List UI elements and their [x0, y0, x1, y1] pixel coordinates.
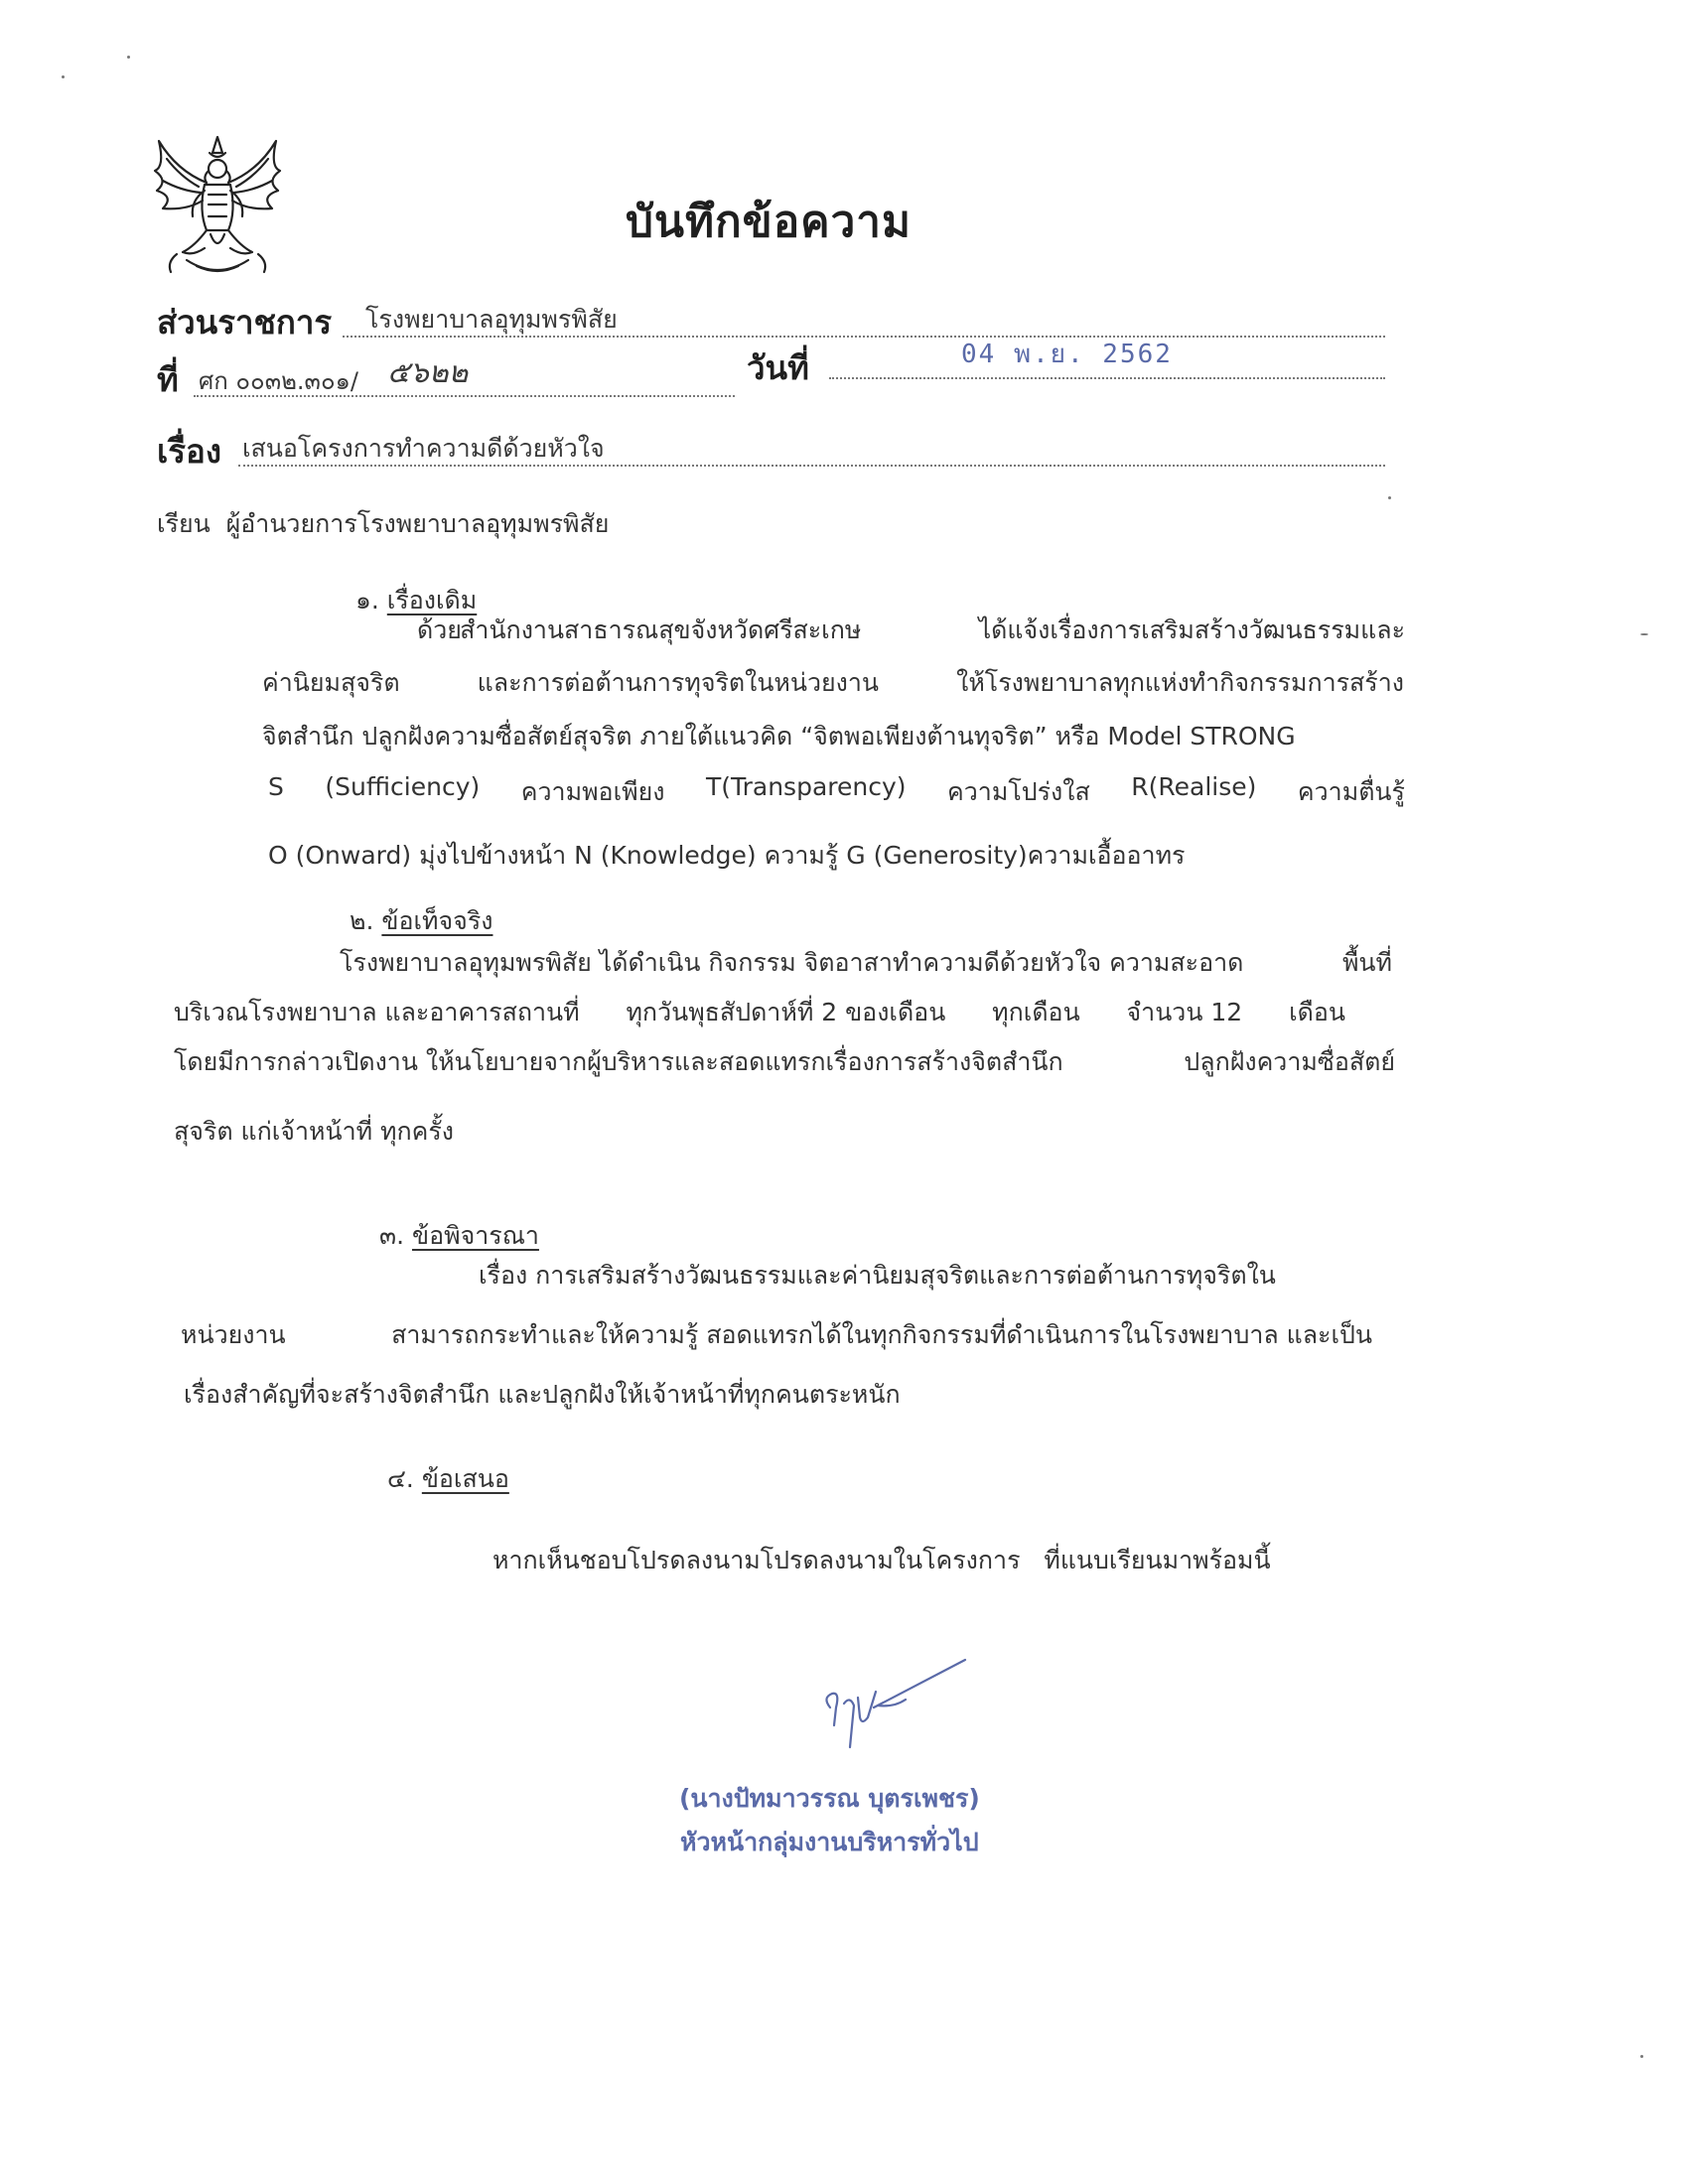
text-segment: ความตื่นรู้ — [1297, 777, 1405, 806]
text-segment: ค่านิยมสุจริต — [262, 668, 400, 697]
text-segment: เรื่อง การเสริมสร้างวัฒนธรรมและค่านิยมสุจริตและการต่อต้านการทุจริตใน — [479, 1261, 1276, 1290]
ref-label: ที่ — [157, 360, 179, 399]
date-label: วันที่ — [747, 348, 809, 387]
text-segment: (Sufficiency) — [325, 772, 481, 801]
salutation — [157, 504, 609, 544]
section-2-line-2 — [174, 993, 1345, 1032]
salutation-label: เรียน — [157, 509, 211, 538]
subject-value: เสนอโครงการทำความดีด้วยหัวใจ — [242, 434, 605, 463]
text-segment: บริเวณโรงพยาบาล และอาคารสถานที่ — [174, 998, 580, 1026]
handwritten-signature — [814, 1648, 973, 1757]
text-segment: เดือน — [1289, 998, 1345, 1026]
scan-speck — [1388, 496, 1391, 499]
text-segment: T(Transparency) — [705, 772, 907, 801]
section-1-line-2 — [262, 663, 1404, 703]
section-1-line-4 — [268, 772, 1405, 812]
agency-value: โรงพยาบาลอุทุมพรพิสัย — [365, 305, 618, 334]
text-segment: ปลูกฝังความซื่อสัตย์ — [1184, 1047, 1395, 1076]
date-stamp: 04 พ.ย. 2562 — [961, 340, 1173, 369]
agency-label: ส่วนราชการ — [157, 303, 333, 341]
text-segment: จิตสำนึก ปลูกฝังความซื่อสัตย์สุจริต ภายใต้แนวคิด “จิตพอเพียงต้านทุจริต” หรือ Model STRONG — [262, 722, 1296, 751]
section-2-line-3 — [174, 1042, 1395, 1082]
signer-name: (นางปัทมาวรรณ บุตรเพชร) — [679, 1784, 980, 1813]
section-2-line-1 — [340, 943, 1392, 983]
agency-dotted-line — [343, 336, 1385, 338]
text-segment: โรงพยาบาลอุทุมพรพิสัย ได้ดำเนิน กิจกรรม จิตอาสาทำความดีด้วยหัวใจ ความสะอาด — [340, 948, 1244, 977]
section-1-line-3 — [262, 717, 1296, 756]
garuda-emblem-icon — [147, 131, 288, 282]
text-segment: ได้แจ้งเรื่องการเสริมสร้างวัฒนธรรมและ — [978, 615, 1405, 644]
text-segment: ความพอเพียง — [520, 777, 665, 806]
ref-prefix: ศก ๐๐๓๒.๓๐๑/ — [199, 367, 358, 395]
section-1-number: ๑. — [355, 586, 379, 614]
section-1-line-1 — [417, 611, 1405, 650]
section-4-line: หากเห็นชอบโปรดลงนามโปรดลงนามในโครงการ ที่แนบเรียนมาพร้อมนี้ — [492, 1546, 1271, 1574]
text-segment: สำนักงานสาธารณสุขจังหวัดศรีสะเกษ — [460, 615, 862, 644]
text-segment: สุจริต แก่เจ้าหน้าที่ ทุกครั้ง — [174, 1117, 455, 1146]
text-segment: เรื่องสำคัญที่จะสร้างจิตสำนึก และปลูกฝังให้เจ้าหน้าที่ทุกคนตระหนัก — [184, 1380, 901, 1409]
text-segment: ด้วย — [417, 615, 462, 644]
scan-speck — [62, 75, 65, 78]
section-4-number: ๔. — [387, 1464, 414, 1493]
scan-speck — [1640, 2055, 1643, 2058]
section-4-heading: ข้อเสนอ — [421, 1464, 509, 1493]
signer-position: หัวหน้ากลุ่มงานบริหารทั่วไป — [680, 1828, 979, 1856]
section-1-heading: เรื่องเดิม — [386, 586, 478, 614]
text-segment: ความโปร่งใส — [947, 777, 1090, 806]
text-segment: สามารถกระทำและให้ความรู้ สอดแทรกได้ในทุกกิจกรรมที่ดำเนินการในโรงพยาบาล และเป็น — [391, 1320, 1372, 1349]
ref-handwritten-number: ๕๖๒๒ — [387, 355, 469, 390]
subject-label: เรื่อง — [157, 432, 221, 471]
text-segment: ทุกวันพุธสัปดาห์ที่ 2 ของเดือน — [626, 998, 946, 1026]
date-dotted-line — [829, 377, 1385, 379]
text-segment: โดยมีการกล่าวเปิดงาน ให้นโยบายจากผู้บริหารและสอดแทรกเรื่องการสร้างจิตสำนึก — [174, 1047, 1063, 1076]
text-segment: S — [268, 772, 284, 801]
section-3-number: ๓. — [379, 1221, 405, 1250]
text-segment: พื้นที่ — [1341, 948, 1392, 977]
section-1-line-5 — [268, 836, 1186, 876]
text-segment: จำนวน 12 — [1126, 998, 1243, 1026]
text-segment: หน่วยงาน — [181, 1320, 286, 1349]
section-2-heading: ข้อเท็จจริง — [381, 906, 493, 935]
text-segment: และการต่อต้านการทุจริตในหน่วยงาน — [477, 668, 880, 697]
section-3-line-3 — [184, 1375, 901, 1415]
section-2-title — [350, 901, 492, 941]
text-segment: ทุกเดือน — [992, 998, 1080, 1026]
section-3-heading: ข้อพิจารณา — [412, 1221, 539, 1250]
section-4-title — [387, 1459, 509, 1499]
scan-speck — [1640, 633, 1648, 635]
document-heading: บันทึกข้อความ — [626, 197, 913, 247]
section-3-title — [379, 1216, 539, 1256]
subject-dotted-line — [238, 465, 1385, 467]
section-2-line-4 — [174, 1112, 454, 1152]
salutation-recipient: ผู้อำนวยการโรงพยาบาลอุทุมพรพิสัย — [225, 509, 610, 538]
text-segment: ให้โรงพยาบาลทุกแห่งทำกิจกรรมการสร้าง — [956, 668, 1404, 697]
section-3-line-2 — [181, 1315, 1372, 1355]
section-3-line-1 — [479, 1256, 1276, 1296]
ref-dotted-line — [194, 395, 735, 397]
text-segment: O (Onward) มุ่งไปข้างหน้า N (Knowledge) ความรู้ G (Generosity)ความเอื้ออาทร — [268, 841, 1186, 870]
scan-speck — [127, 56, 130, 59]
text-segment: R(Realise) — [1131, 772, 1257, 801]
section-2-number: ๒. — [350, 906, 374, 935]
